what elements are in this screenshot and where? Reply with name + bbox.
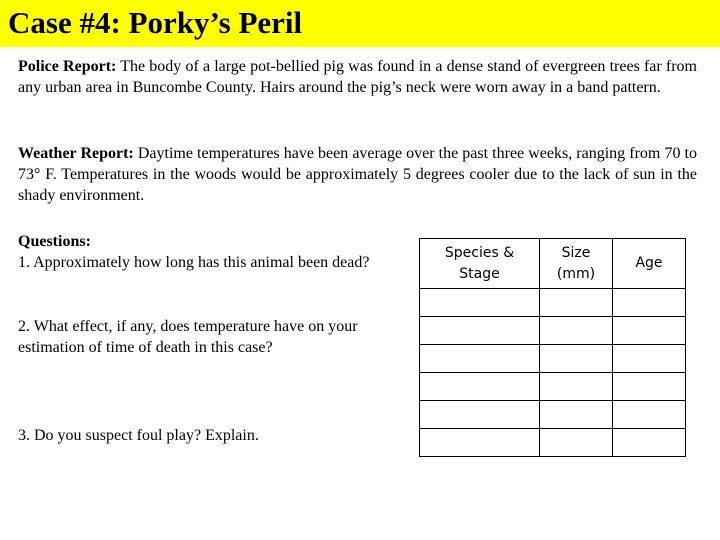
- table-cell[interactable]: [540, 317, 613, 345]
- table-cell[interactable]: [420, 289, 540, 317]
- police-report: [18, 56, 697, 98]
- questions-heading: Questions:: [18, 233, 91, 250]
- title-bar: [0, 0, 720, 47]
- weather-report: [18, 143, 697, 206]
- table-cell[interactable]: [540, 345, 613, 373]
- question-2: 2. What effect, if any, does temperature have on your estimation of time of death in this case?: [18, 318, 358, 356]
- header-age-label: Age: [635, 255, 663, 271]
- table-cell[interactable]: [613, 317, 686, 345]
- page-title: Case #4: Porky’s Peril: [8, 5, 303, 40]
- header-size: [540, 239, 613, 289]
- table-row: [420, 429, 686, 457]
- data-table: [419, 238, 686, 457]
- question-1: 1. Approximately how long has this animal been dead?: [18, 254, 370, 271]
- header-age: [613, 239, 686, 289]
- table-row: [420, 373, 686, 401]
- header-species-stage: [420, 239, 540, 289]
- table-cell[interactable]: [420, 429, 540, 457]
- police-report-label: Police Report:: [18, 58, 117, 75]
- table-row: [420, 317, 686, 345]
- table-cell[interactable]: [420, 317, 540, 345]
- table-cell[interactable]: [420, 401, 540, 429]
- weather-report-text: Daytime temperatures have been average over the past three weeks, ranging from 70 to 73° F. Temperatures in the woods would be approximately 5 degrees cooler due to the lack of sun in the shady environment.: [18, 145, 697, 204]
- table-row: [420, 345, 686, 373]
- table-cell[interactable]: [613, 289, 686, 317]
- table-cell[interactable]: [420, 345, 540, 373]
- police-report-text: The body of a large pot-bellied pig was found in a dense stand of evergreen trees far from any urban area in Buncombe County. Hairs around the pig’s neck were worn away in a band pattern.: [18, 58, 697, 96]
- table-cell[interactable]: [613, 401, 686, 429]
- table-row: [420, 401, 686, 429]
- table-cell[interactable]: [613, 345, 686, 373]
- question-3: 3. Do you suspect foul play? Explain.: [18, 427, 259, 444]
- table-cell[interactable]: [540, 373, 613, 401]
- header-size-line2: (mm): [556, 265, 596, 282]
- header-size-line1: Size: [561, 244, 591, 261]
- table-cell[interactable]: [420, 373, 540, 401]
- table-cell[interactable]: [613, 429, 686, 457]
- table-cell[interactable]: [540, 401, 613, 429]
- table-row: [420, 289, 686, 317]
- table-header-row: [420, 239, 686, 289]
- weather-report-label: Weather Report:: [18, 145, 134, 162]
- header-species-line2: Stage: [459, 265, 500, 282]
- header-species-line1: Species &: [444, 244, 515, 261]
- table-cell[interactable]: [540, 429, 613, 457]
- table-cell[interactable]: [540, 289, 613, 317]
- table-cell[interactable]: [613, 373, 686, 401]
